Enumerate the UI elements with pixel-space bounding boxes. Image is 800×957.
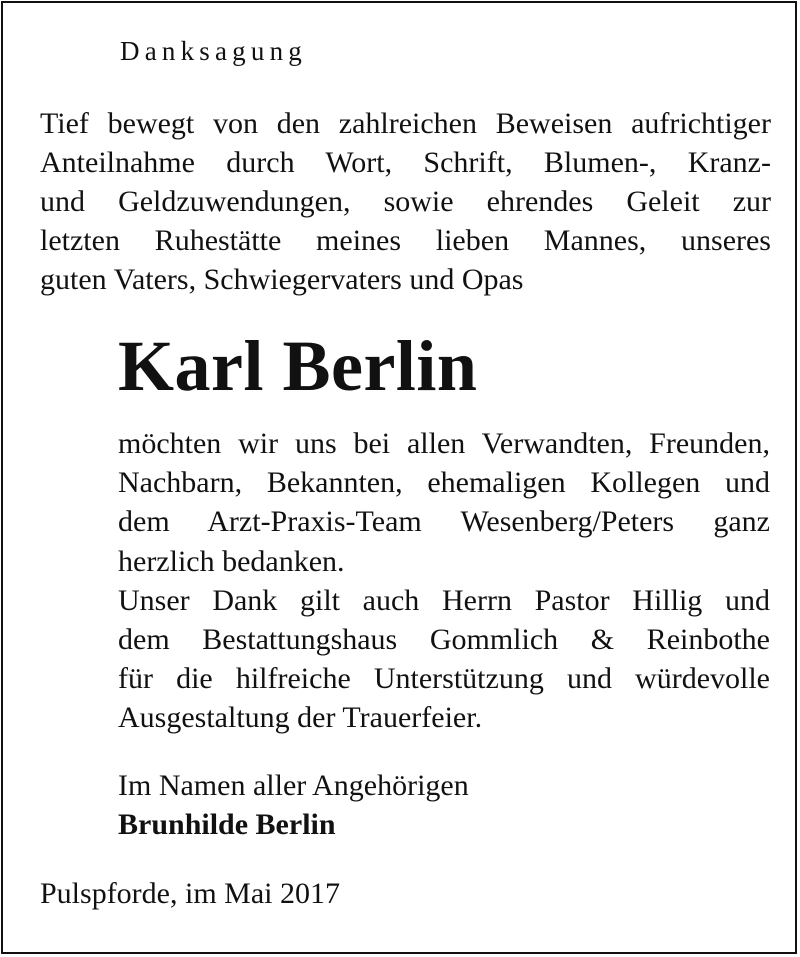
notice-frame bbox=[1, 1, 797, 954]
body-line: dem Bestattungshaus Gommlich & Reinbothe bbox=[118, 622, 770, 656]
place-date: Pulspforde, im Mai 2017 bbox=[40, 877, 340, 910]
obituary-thank-you-notice bbox=[3, 3, 799, 956]
notice-heading: Danksagung bbox=[120, 36, 307, 66]
body-line: möchten wir uns bei allen Verwandten, Freunden, bbox=[118, 427, 770, 460]
deceased-name: Karl Berlin bbox=[118, 326, 478, 406]
body-line: dem Arzt-Praxis-Team Wesenberg/Peters ganz bbox=[118, 505, 770, 539]
intro-line: letzten Ruhestätte meines lieben Mannes, unseres bbox=[40, 224, 771, 257]
intro-paragraph bbox=[40, 104, 771, 299]
body-line: Ausgestaltung der Trauerfeier. bbox=[118, 701, 483, 735]
intro-line: Tief bewegt von den zahlreichen Beweisen aufrichtiger bbox=[40, 107, 771, 140]
intro-line: und Geldzuwendungen, sowie ehrendes Geleit zur bbox=[40, 185, 771, 218]
thanks-paragraph bbox=[118, 424, 770, 738]
body-line: Nachbarn, Bekannten, ehemaligen Kollegen und bbox=[118, 466, 770, 500]
closing-block bbox=[118, 766, 469, 844]
body-line: Unser Dank gilt auch Herrn Pastor Hillig und bbox=[118, 583, 770, 617]
closing-line: Im Namen aller Angehörigen bbox=[118, 769, 469, 802]
intro-line: guten Vaters, Schwiegervaters und Opas bbox=[40, 263, 524, 296]
signature: Brunhilde Berlin bbox=[118, 808, 336, 841]
intro-line: Anteilnahme durch Wort, Schrift, Blumen-, Kranz- bbox=[40, 146, 771, 179]
body-line: für die hilfreiche Unterstützung und würdevolle bbox=[118, 662, 770, 696]
body-line: herzlich bedanken. bbox=[118, 544, 345, 578]
